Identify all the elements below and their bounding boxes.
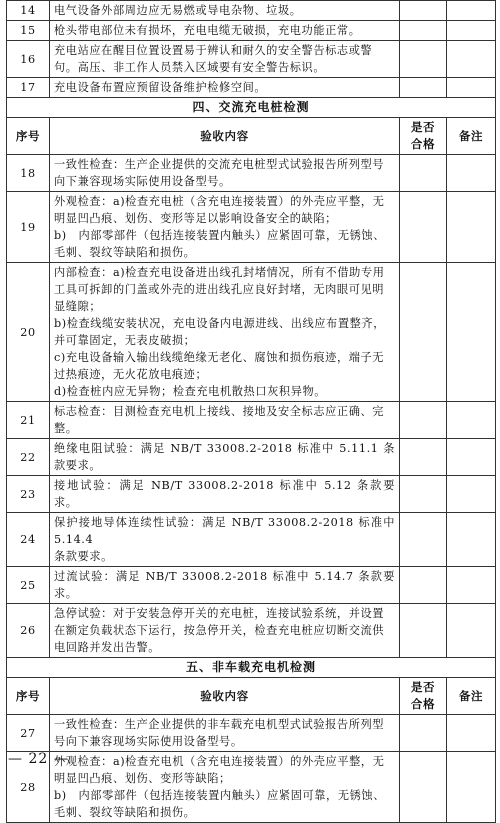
table-row <box>7 78 496 98</box>
table-row <box>7 192 496 263</box>
pass-cell[interactable] <box>400 1 447 21</box>
remark-cell[interactable] <box>447 41 496 78</box>
remark-cell[interactable] <box>447 21 496 41</box>
remark-cell[interactable] <box>447 402 496 439</box>
row-number: 24 <box>7 513 50 567</box>
pass-cell[interactable] <box>400 715 447 752</box>
row-number: 18 <box>7 155 50 192</box>
row-number: 17 <box>7 78 50 98</box>
row-content <box>50 513 400 567</box>
content-line: d)检查桩内应无异物；检查充电机散热口灰积异物。 <box>54 385 327 398</box>
section-5-rows <box>7 715 496 823</box>
header-pass <box>400 118 447 155</box>
content-line: 充电站应在醒目位置设置易于辨认和耐久的安全警告标志或警 <box>54 44 373 57</box>
remark-cell[interactable] <box>447 155 496 192</box>
row-content <box>50 439 400 476</box>
row-number: 28 <box>7 752 50 823</box>
table-row <box>7 1 496 21</box>
pass-cell[interactable] <box>400 263 447 402</box>
remark-cell[interactable] <box>447 752 496 823</box>
row-content <box>50 604 400 658</box>
pass-cell[interactable] <box>400 476 447 513</box>
remark-cell[interactable] <box>447 192 496 263</box>
pass-cell[interactable] <box>400 192 447 263</box>
row-content <box>50 476 400 513</box>
section-5 <box>7 658 496 715</box>
header-pass-line1: 是否 <box>410 680 436 694</box>
row-number: 25 <box>7 567 50 604</box>
row-number: 15 <box>7 21 50 41</box>
content-line: 一致性检查：生产企业提供的非车载充电机型式试验报告所列型 <box>54 718 385 731</box>
remark-cell[interactable] <box>447 604 496 658</box>
acceptance-table <box>6 0 496 823</box>
remark-cell[interactable] <box>447 476 496 513</box>
row-content <box>50 155 400 192</box>
content-line: 过流试验：满足 NB/T 33008.2-2018 标准中 5.14.7 条款要求。 <box>54 570 395 600</box>
row-number: 23 <box>7 476 50 513</box>
section-title-row <box>7 658 496 678</box>
remark-cell[interactable] <box>447 1 496 21</box>
table-row <box>7 752 496 823</box>
remark-cell[interactable] <box>447 263 496 402</box>
remark-cell[interactable] <box>447 78 496 98</box>
content-line: 显缝隙； <box>54 300 102 313</box>
row-number: 22 <box>7 439 50 476</box>
section-4 <box>7 98 496 155</box>
header-content: 验收内容 <box>50 118 400 155</box>
content-line: 外观检查：a)检查充电机（含充电连接装置）的外壳应平整，无 <box>54 755 385 768</box>
content-line: 条款要求。 <box>54 550 113 563</box>
pass-cell[interactable] <box>400 41 447 78</box>
content-line: 电气设备外部周边应无易燃或导电杂物、垃圾。 <box>54 4 302 17</box>
table-row <box>7 263 496 402</box>
row-content <box>50 567 400 604</box>
content-line: 明显凹凸痕、划伤、变形等足以影响设备安全的缺陷； <box>54 212 337 225</box>
content-line: 保护接地导体连续性试验：满足 NB/T 33008.2-2018 标准中 5.14.4 <box>54 516 395 546</box>
row-number: 16 <box>7 41 50 78</box>
header-pass-line2: 合格 <box>410 697 436 711</box>
content-line: 句。高压、非工作人员禁入区域要有安全警告标识。 <box>54 61 326 74</box>
table-row <box>7 715 496 752</box>
content-line: b)检查线缆安装状况，充电设备内电源进线、出线应布置整齐， <box>54 317 385 330</box>
pass-cell[interactable] <box>400 567 447 604</box>
header-remark: 备注 <box>447 118 496 155</box>
row-number: 14 <box>7 1 50 21</box>
section-4-rows <box>7 155 496 658</box>
section-title: 四、交流充电桩检测 <box>7 98 496 118</box>
content-line: 接地试验：满足 NB/T 33008.2-2018 标准中 5.12 条款要求。 <box>54 479 395 509</box>
content-line: 枪头带电部位未有损坏，充电电缆无破损，充电功能正常。 <box>54 24 361 37</box>
pass-cell[interactable] <box>400 21 447 41</box>
row-content <box>50 78 400 98</box>
pass-cell[interactable] <box>400 439 447 476</box>
row-number: 20 <box>7 263 50 402</box>
table-body-top <box>7 1 496 98</box>
row-number: 21 <box>7 402 50 439</box>
row-number: 27 <box>7 715 50 752</box>
row-content <box>50 752 400 823</box>
remark-cell[interactable] <box>447 715 496 752</box>
header-pass-line1: 是否 <box>410 120 436 134</box>
content-line: 内部检查：a)检查充电设备进出线孔封堵情况，所有不借助专用 <box>54 266 385 279</box>
content-line: 急停试验：对于安装急停开关的充电桩，连接试验系统，并设置 <box>54 607 385 620</box>
row-content <box>50 402 400 439</box>
remark-cell[interactable] <box>447 513 496 567</box>
remark-cell[interactable] <box>447 567 496 604</box>
content-line: c)充电设备输入输出线缆绝缘无老化、腐蚀和损伤痕迹，端子无 <box>54 351 385 364</box>
table-row <box>7 439 496 476</box>
content-line: 一致性检查：生产企业提供的交流充电桩型式试验报告所列型号 <box>54 158 385 171</box>
row-content <box>50 263 400 402</box>
table-row <box>7 155 496 192</box>
row-number: 19 <box>7 192 50 263</box>
content-line: 外观检查：a)检查充电桩（含充电连接装置）的外壳应平整，无 <box>54 195 385 208</box>
header-content: 验收内容 <box>50 678 400 715</box>
header-no: 序号 <box>7 678 50 715</box>
page-number: — 22 — <box>8 751 69 767</box>
section-title-row <box>7 98 496 118</box>
row-content <box>50 1 400 21</box>
content-line: 工具可拆卸的门盖或外壳的进出线孔应良好封堵，无肉眼可见明 <box>54 283 385 296</box>
content-line: b) 内部零部件（包括连接装置内触头）应紧固可靠，无锈蚀、 <box>54 229 385 242</box>
table-row <box>7 513 496 567</box>
pass-cell[interactable] <box>400 78 447 98</box>
pass-cell[interactable] <box>400 604 447 658</box>
content-line: 号向下兼容现场实际使用设备型号。 <box>54 735 243 748</box>
table-row <box>7 41 496 78</box>
content-line: 过热痕迹，无火花放电痕迹； <box>54 368 208 381</box>
table-row <box>7 476 496 513</box>
table-header-row <box>7 118 496 155</box>
pass-cell[interactable] <box>400 752 447 823</box>
content-line: 电回路并发出告警。 <box>54 641 161 654</box>
row-content <box>50 192 400 263</box>
header-no: 序号 <box>7 118 50 155</box>
content-line: 明显凹凸痕、划伤、变形等缺陷； <box>54 772 231 785</box>
header-remark: 备注 <box>447 678 496 715</box>
section-title: 五、非车载充电机检测 <box>7 658 496 678</box>
table-row <box>7 21 496 41</box>
remark-cell[interactable] <box>447 439 496 476</box>
content-line: 在额定负载状态下运行，按急停开关，检查充电桩应切断交流供 <box>54 624 385 637</box>
content-line: 绝缘电阻试验：满足 NB/T 33008.2-2018 标准中 5.11.1 条款要求。 <box>54 442 395 472</box>
pass-cell[interactable] <box>400 155 447 192</box>
row-content <box>50 41 400 78</box>
header-pass-line2: 合格 <box>410 137 436 151</box>
row-content <box>50 21 400 41</box>
pass-cell[interactable] <box>400 513 447 567</box>
content-line: 标志检查：目测检查充电机上接线、接地及安全标志应正确、完 <box>54 405 385 418</box>
content-line: 充电设备布置应预留设备维护检修空间。 <box>54 81 267 94</box>
row-number: 26 <box>7 604 50 658</box>
content-line: 毛刺、裂纹等缺陷和损伤。 <box>54 246 196 259</box>
table-row <box>7 402 496 439</box>
content-line: b) 内部零部件（包括连接装置内触头）应紧固可靠，无锈蚀、 <box>54 789 385 802</box>
table-header-row <box>7 678 496 715</box>
pass-cell[interactable] <box>400 402 447 439</box>
table-row <box>7 604 496 658</box>
content-line: 毛刺、裂纹等缺陷和损伤。 <box>54 806 196 819</box>
header-pass <box>400 678 447 715</box>
row-content <box>50 715 400 752</box>
content-line: 向下兼容现场实际使用设备型号。 <box>54 175 231 188</box>
content-line: 整。 <box>54 422 78 435</box>
table-row <box>7 567 496 604</box>
content-line: 并可靠固定，无表皮破损； <box>54 334 196 347</box>
